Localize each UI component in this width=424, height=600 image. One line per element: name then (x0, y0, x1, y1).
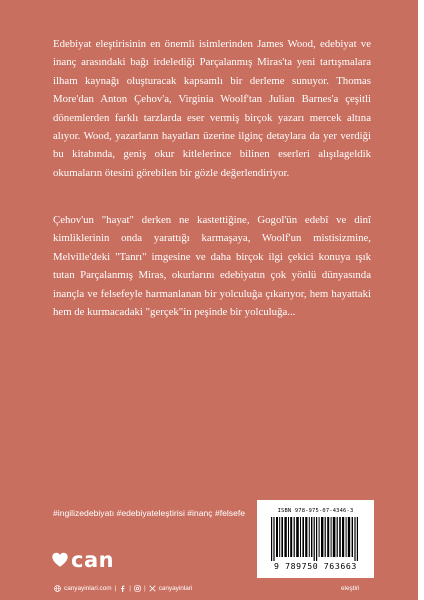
publisher-footer (54, 585, 192, 592)
publisher-logo-text: can (71, 548, 115, 572)
website-link[interactable]: canyayinlari.com (64, 585, 112, 592)
facebook-icon[interactable] (119, 585, 126, 592)
genre-label: eleştiri (341, 585, 360, 592)
divider: | (129, 585, 131, 592)
divider: | (143, 585, 146, 592)
heart-icon (51, 551, 69, 569)
barcode-panel (257, 500, 374, 578)
x-icon[interactable] (149, 585, 156, 592)
page-edge (418, 0, 424, 600)
globe-icon (54, 585, 61, 592)
publisher-logo (51, 548, 114, 572)
hashtags: #ingilizedebiyatı #edebiyateleştirisi #inanç #felsefe (53, 508, 246, 518)
blurb-paragraph-1: Edebiyat eleştirisinin en önemli isimlerinden James Wood, edebiyat ve inanç arasındaki bağı irdelediği Parçalanmış Miras'ta yeni tartışmalara ilham kaynağı oluşturacak kapsamlı bir derleme sunuyor. Thomas More'dan Anton Çehov'a, Virginia Woolf'tan Julian Barnes'a çeşitli dönemlerden farklı tarzlarda eser vermiş birçok yazarı mercek altına alıyor. Wood, yazarların hayatları üzerine ilginç detaylara da yer verdiği bu kitabında, geniş okur kitlelerince bilinen eserleri alışılageldik okumaların ötesini görebilen bir gözle değerlendiriyor. (53, 38, 371, 179)
social-handle[interactable]: canyayinlari (158, 585, 193, 592)
blurb-paragraph-2: Çehov'un "hayat" derken ne kastettiğine, Gogol'ün edebî ve dinî kimliklerinin onda yarattığı karmaşaya, Woolf'un mistisizmine, Melville'deki "Tanrı" imgesine ve daha birçok ilgi çekici konuya ışık tutan Parçalanmış Miras, okurlarını edebiyatın çok yönlü dünyasında inançla ve felsefeyle harmanlanan bir yolculuğa çıkarıyor, hem hayattaki hem de kurmacadaki "gerçek"in peşinde bir yolculuğa... (53, 214, 371, 319)
instagram-icon[interactable] (134, 585, 141, 592)
barcode-number: 9 789750 763663 (274, 561, 357, 571)
barcode-icon (271, 517, 360, 561)
isbn-label: ISBN 978-975-07-4346-3 (277, 508, 354, 514)
divider: | (114, 585, 117, 592)
